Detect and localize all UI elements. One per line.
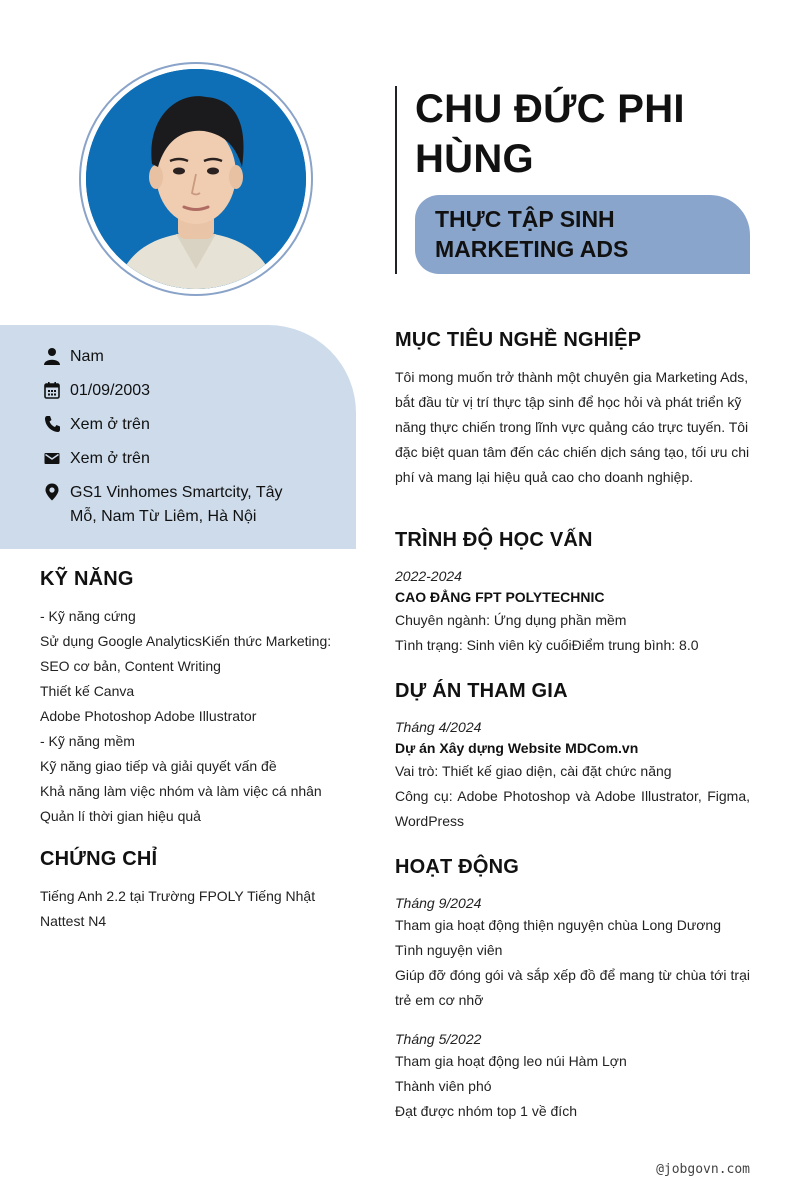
email-value: Xem ở trên (70, 450, 150, 467)
education-heading: TRÌNH ĐỘ HỌC VẤN (395, 529, 593, 551)
education-status: Tình trạng: Sinh viên kỳ cuốiĐiểm trung bình: 8.0 (395, 637, 699, 653)
education-period: 2022-2024 (395, 568, 462, 584)
activity-period: Tháng 5/2022 (395, 1031, 482, 1047)
list-item: Adobe Photoshop Adobe Illustrator (40, 708, 257, 724)
job-title-badge (415, 195, 750, 274)
footer-watermark[interactable]: @jobgovn.com (656, 1162, 750, 1177)
activity-desc: Giúp đỡ đóng gói và sắp xếp đồ để mang từ chùa tới trại trẻ em cơ nhỡ (395, 967, 750, 1008)
project-role: Vai trò: Thiết kế giao diện, cài đặt chức năng (395, 763, 672, 779)
avatar-frame (79, 62, 313, 296)
certificates-text: Tiếng Anh 2.2 tại Trường FPOLY Tiếng Nhật Nattest N4 (40, 888, 316, 929)
list-item: Quản lí thời gian hiệu quả (40, 808, 201, 824)
phone-icon (44, 415, 60, 433)
list-item: SEO cơ bản, Content Writing (40, 658, 221, 674)
avatar (86, 69, 306, 289)
activity-entry (395, 1029, 750, 1124)
list-item: Thiết kế Canva (40, 683, 135, 699)
education-school: CAO ĐẲNG FPT POLYTECHNIC (395, 589, 605, 605)
mail-icon (44, 449, 60, 467)
project-period: Tháng 4/2024 (395, 719, 482, 735)
calendar-icon (44, 381, 60, 399)
activity-entry (395, 893, 750, 1013)
education-major: Chuyên ngành: Ứng dụng phần mềm (395, 612, 627, 628)
contact-panel (0, 325, 356, 549)
contact-address (44, 481, 300, 529)
certificates-heading: CHỨNG CHỈ (40, 848, 158, 870)
activities-heading: HOẠT ĐỘNG (395, 856, 520, 878)
job-title: THỰC TẬP SINH MARKETING ADS (435, 206, 629, 262)
activity-role: Tình nguyện viên (395, 942, 503, 958)
list-item: Khả năng làm việc nhóm và làm việc cá nhân (40, 783, 322, 799)
project-tools: Công cụ: Adobe Photoshop và Adobe Illustrator, Figma, WordPress (395, 788, 750, 829)
activity-period: Tháng 9/2024 (395, 895, 482, 911)
address-value: GS1 Vinhomes Smartcity, Tây Mỗ, Nam Từ Liêm, Hà Nội (70, 484, 283, 525)
contact-dob (44, 379, 300, 403)
gender-value: Nam (70, 348, 104, 365)
contact-email (44, 447, 300, 471)
objective-text: Tôi mong muốn trở thành một chuyên gia Marketing Ads, bắt đầu từ vị trí thực tập sinh để học hỏi và phát triển kỹ năng thực chiến trong lĩnh vực quảng cáo trực tuyến. Tôi đặc biệt quan tâm đến các chiến dịch sáng tạo, tối ưu chi phí và mang lại hiệu quả cao cho doanh nghiệp. (395, 369, 750, 485)
objective-heading: MỤC TIÊU NGHỀ NGHIỆP (395, 329, 642, 351)
contact-gender (44, 345, 300, 369)
project-name: Dự án Xây dựng Website MDCom.vn (395, 740, 639, 756)
list-item: - Kỹ năng cứng (40, 608, 136, 624)
dob-value: 01/09/2003 (70, 382, 151, 399)
profile-photo (86, 69, 306, 289)
education-entry (395, 566, 750, 658)
activity-name: Tham gia hoạt động thiện nguyện chùa Long Dương (395, 917, 722, 933)
projects-heading: DỰ ÁN THAM GIA (395, 680, 568, 702)
contact-phone (44, 413, 300, 437)
list-item: Kỹ năng giao tiếp và giải quyết vấn đề (40, 758, 277, 774)
project-entry (395, 717, 750, 834)
activity-desc: Đạt được nhóm top 1 về đích (395, 1103, 577, 1119)
skills-list (40, 604, 340, 829)
location-pin-icon (44, 483, 60, 501)
user-icon (44, 347, 60, 365)
list-item: - Kỹ năng mềm (40, 733, 135, 749)
activity-name: Tham gia hoạt động leo núi Hàm Lợn (395, 1053, 627, 1069)
candidate-name: CHU ĐỨC PHI HÙNG (415, 87, 685, 181)
activity-role: Thành viên phó (395, 1078, 492, 1094)
phone-value: Xem ở trên (70, 416, 150, 433)
header-divider (395, 86, 397, 274)
list-item: Sử dụng Google AnalyticsKiến thức Marketing: (40, 633, 332, 649)
skills-heading: KỸ NĂNG (40, 568, 134, 590)
